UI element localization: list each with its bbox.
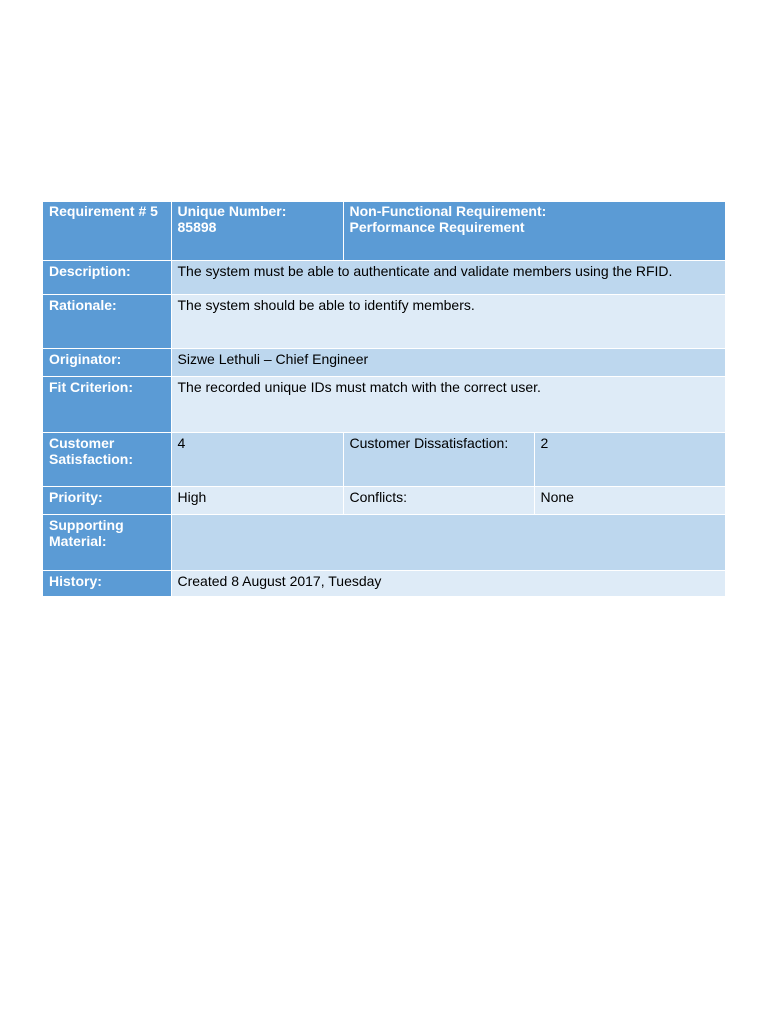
unique-number-value: 85898 bbox=[177, 219, 217, 235]
rationale-row bbox=[43, 294, 725, 348]
priority-row bbox=[43, 486, 725, 514]
rationale-value: The system should be able to identify members. bbox=[171, 294, 725, 348]
originator-row bbox=[43, 348, 725, 376]
description-label: Description: bbox=[43, 260, 171, 294]
customer-dissatisfaction-value: 2 bbox=[534, 432, 725, 486]
requirement-type-value: Performance Requirement bbox=[349, 219, 525, 235]
conflicts-value: None bbox=[534, 486, 725, 514]
conflicts-label: Conflicts: bbox=[343, 486, 534, 514]
unique-number-cell bbox=[171, 202, 343, 260]
history-label: History: bbox=[43, 570, 171, 596]
supporting-material-value bbox=[171, 514, 725, 570]
requirement-table bbox=[43, 202, 725, 596]
customer-satisfaction-value: 4 bbox=[171, 432, 343, 486]
supporting-material-row bbox=[43, 514, 725, 570]
fit-criterion-row bbox=[43, 376, 725, 432]
customer-satisfaction-label: Customer Satisfaction: bbox=[43, 432, 171, 486]
requirement-type-label: Non-Functional Requirement: bbox=[349, 203, 547, 219]
fit-criterion-value: The recorded unique IDs must match with the correct user. bbox=[171, 376, 725, 432]
rationale-label: Rationale: bbox=[43, 294, 171, 348]
history-row bbox=[43, 570, 725, 596]
customer-dissatisfaction-label: Customer Dissatisfaction: bbox=[343, 432, 534, 486]
requirement-type-cell bbox=[343, 202, 725, 260]
supporting-material-label: Supporting Material: bbox=[43, 514, 171, 570]
requirement-number: Requirement # 5 bbox=[43, 202, 171, 260]
header-row bbox=[43, 202, 725, 260]
satisfaction-row bbox=[43, 432, 725, 486]
priority-value: High bbox=[171, 486, 343, 514]
fit-criterion-label: Fit Criterion: bbox=[43, 376, 171, 432]
history-value: Created 8 August 2017, Tuesday bbox=[171, 570, 725, 596]
unique-number-label: Unique Number: bbox=[177, 203, 287, 219]
originator-value: Sizwe Lethuli – Chief Engineer bbox=[171, 348, 725, 376]
description-value: The system must be able to authenticate and validate members using the RFID. bbox=[171, 260, 725, 294]
description-row bbox=[43, 260, 725, 294]
priority-label: Priority: bbox=[43, 486, 171, 514]
originator-label: Originator: bbox=[43, 348, 171, 376]
